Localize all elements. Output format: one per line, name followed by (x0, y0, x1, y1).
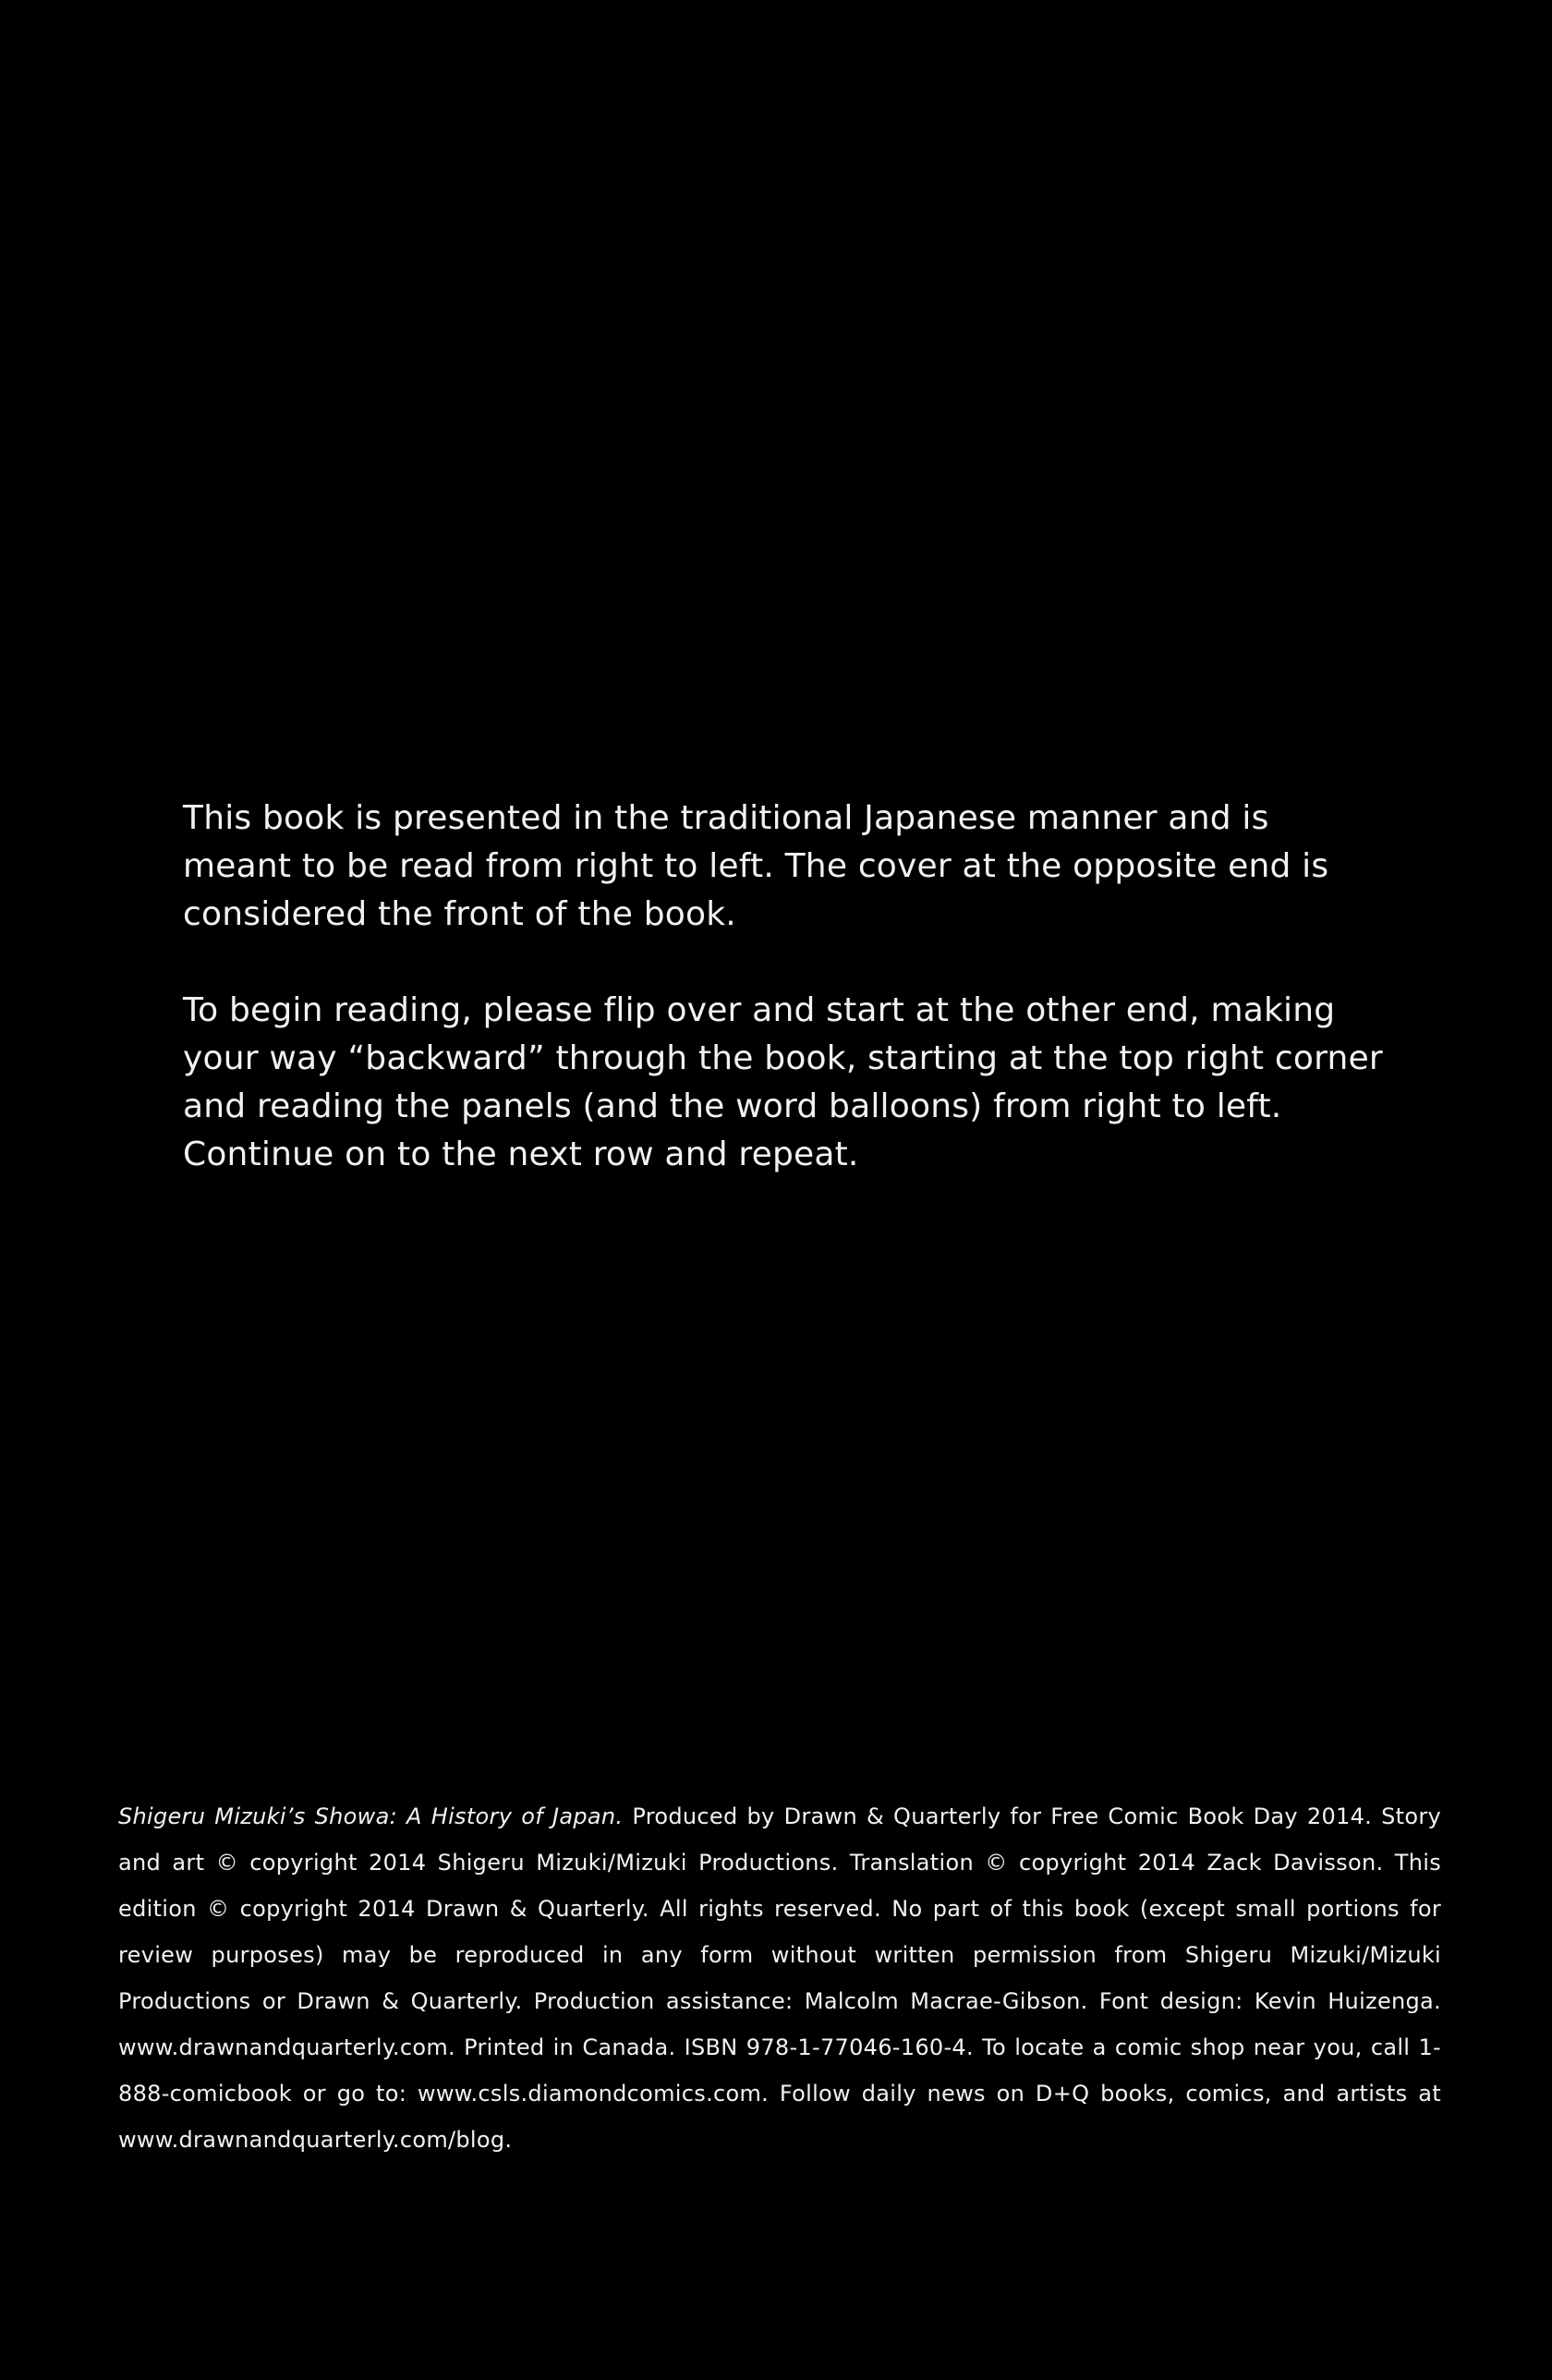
credits-text: Produced by Drawn & Quarterly for Free Comic Book Day 2014. Story and art © copyright 2014 Shigeru Mizuki/Mizuki Productions. Translation © copyright 2014 Zack Davisson. This edition © copyright 2014 Drawn & Quarterly. All rights reserved. No part of this book (except small portions for review purposes) may be reproduced in any form without written permission from Shigeru Mizuki/Mizuki Productions or Drawn & Quarterly. Production assistance: Malcolm Macrae-Gibson. Font design: Kevin Huizenga. www.drawnandquarterly.com. Printed in Canada. ISBN 978-1-77046-160-4. To locate a comic shop near you, call 1-888-comicbook or go to: www.csls.diamondcomics.com. Follow daily news on D+Q books, comics, and artists at www.drawnandquarterly.com/blog. (118, 1803, 1442, 2153)
book-title: Shigeru Mizuki’s Showa: A History of Japan. (118, 1803, 624, 1829)
reading-direction-notice (183, 795, 1384, 1179)
notice-paragraph-1: This book is presented in the traditional Japanese manner and is meant to be read from right to left. The cover at the opposite end is considered the front of the book. (183, 799, 1329, 933)
notice-paragraph-2: To begin reading, please flip over and start at the other end, making your way “backward” through the book, starting at the top right corner and reading the panels (and the word balloons) from right to left. Continue on to the next row and repeat. (183, 991, 1383, 1173)
copyright-credits (118, 1793, 1441, 2163)
